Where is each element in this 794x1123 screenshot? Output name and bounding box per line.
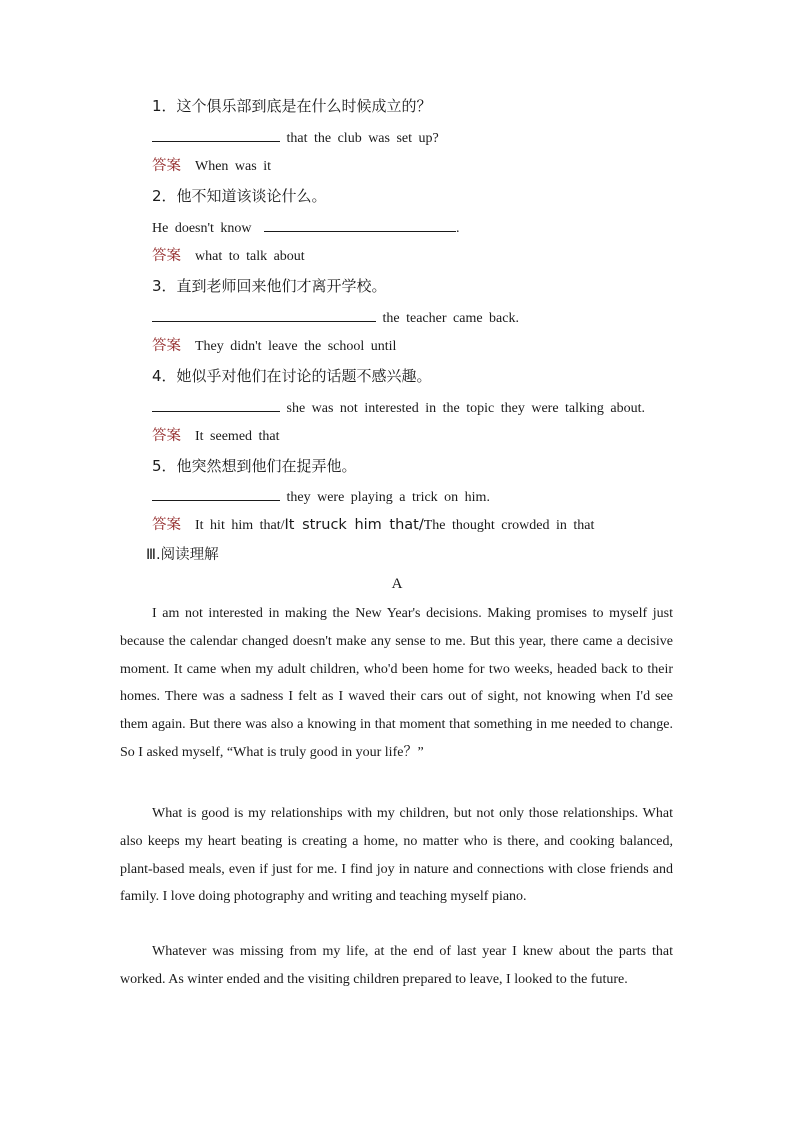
question-5: 5．他突然想到他们在捉弄他。	[152, 457, 357, 475]
sentence-5	[152, 486, 490, 508]
sentence-1	[152, 127, 439, 149]
passage-paragraph-3: Whatever was missing from my life, at the end of last year I knew about the parts that worked. As winter ended and the visiting children prepared to leave, I looked to the future.	[120, 944, 673, 987]
passage	[120, 600, 673, 767]
passage-paragraph-2: What is good is my relationships with my children, but not only those relationships. What also keeps my heart beating is creating a home, no matter who is there, and cooking balanced, plant-based meals, even if just for me. I find joy in nature and connections with close friends and family. I love doing photography and writing and teaching myself piano.	[120, 806, 673, 905]
question-4: 4．她似乎对他们在讨论的话题不感兴趣。	[152, 367, 432, 385]
passage-2	[120, 800, 673, 911]
answer-blank-2[interactable]	[264, 217, 456, 232]
sentence-2	[152, 217, 460, 239]
answer-4-text: It seemed that	[195, 429, 280, 444]
answer-blank-1[interactable]	[152, 127, 280, 142]
answer-5-part-1: It hit him that/	[195, 518, 285, 533]
answer-3	[152, 336, 396, 357]
answer-5	[152, 515, 594, 536]
question-1: 1．这个俱乐部到底是在什么时候成立的？	[152, 97, 432, 115]
sentence-5-after: they were playing a trick on him.	[286, 490, 490, 505]
question-2: 2．他不知道该谈论什么。	[152, 187, 327, 205]
question-3: 3．直到老师回来他们才离开学校。	[152, 277, 387, 295]
answer-1	[152, 156, 271, 177]
answer-label: 答案	[152, 248, 181, 264]
answer-label: 答案	[152, 338, 181, 354]
answer-5-part-3: The thought crowded in that	[423, 518, 595, 533]
sentence-4	[152, 397, 645, 419]
answer-label: 答案	[152, 428, 181, 444]
answer-5-part-2: It struck him that/	[284, 517, 424, 533]
sentence-3	[152, 307, 519, 329]
passage-title: A	[391, 576, 403, 592]
answer-4	[152, 426, 280, 447]
sentence-3-after: the teacher came back.	[382, 311, 519, 326]
answer-label: 答案	[152, 158, 181, 174]
answer-blank-3[interactable]	[152, 307, 376, 322]
passage-3	[120, 938, 673, 994]
answer-1-text: When was it	[195, 159, 271, 174]
section-heading: Ⅲ.阅读理解	[146, 547, 219, 563]
answer-blank-5[interactable]	[152, 486, 280, 501]
answer-label: 答案	[152, 517, 181, 533]
answer-2	[152, 246, 305, 267]
answer-blank-4[interactable]	[152, 397, 280, 412]
sentence-2-after: .	[456, 221, 460, 236]
sentence-4-after: she was not interested in the topic they were talking about.	[286, 401, 646, 416]
answer-3-text: They didn't leave the school until	[195, 339, 397, 354]
passage-paragraph-1: I am not interested in making the New Year's decisions. Making promises to myself just because the calendar changed doesn't make any sense to me. But this year, there came a decisive moment. It came when my adult children, who'd been home for two weeks, headed back to their homes. There was a sadness I felt as I waved their cars out of sight, not knowing when I'd see them again. But there was also a knowing in that moment that something in me needed to change. So I asked myself, “What is truly good in your life？”	[120, 606, 673, 760]
sentence-1-after: that the club was set up?	[286, 131, 439, 146]
answer-2-text: what to talk about	[195, 249, 305, 264]
sentence-2-before: He doesn't know	[152, 221, 252, 236]
